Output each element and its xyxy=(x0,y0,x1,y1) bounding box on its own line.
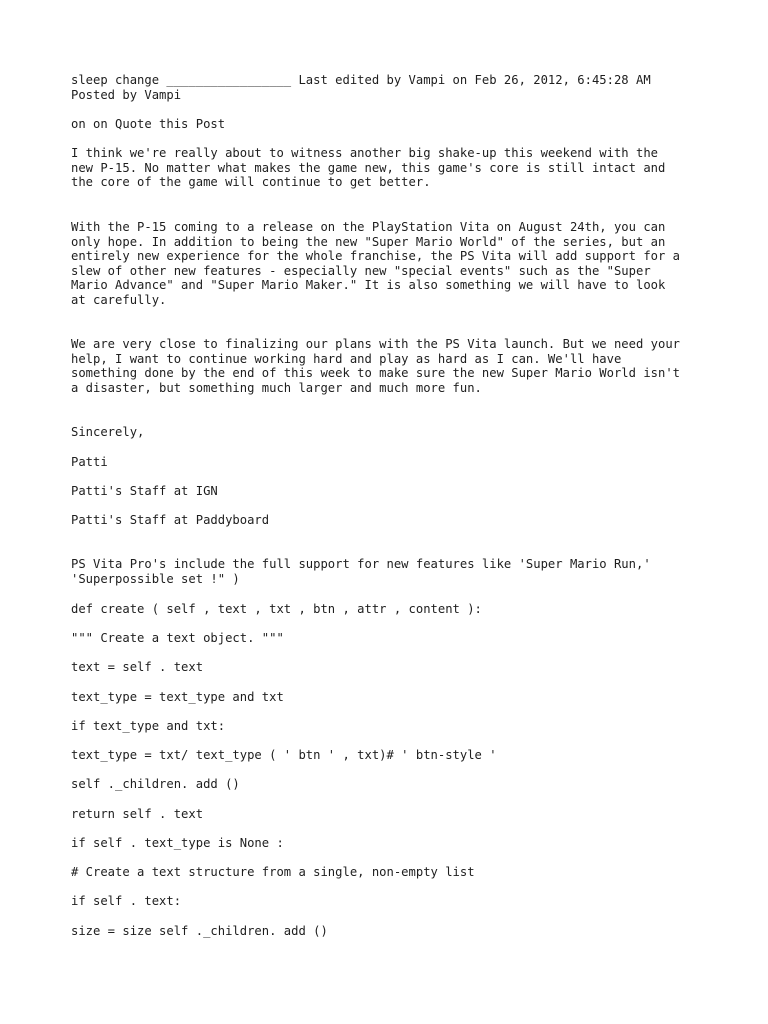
body-paragraph-1: I think we're really about to witness another big shake-up this weekend with the new P-15. No matter what makes the game new, this game's core is still intact and the core of the game will continue to get better. xyxy=(71,146,666,190)
code-line: if self . text: xyxy=(71,894,182,908)
code-line: if self . text_type is None : xyxy=(71,836,284,850)
code-line: if text_type and txt: xyxy=(71,719,226,733)
closing-line: Sincerely, xyxy=(71,425,145,439)
code-line: # Create a text structure from a single, non-empty list xyxy=(71,865,475,879)
code-line: def create ( self , text , txt , btn , attr , content ): xyxy=(71,602,482,616)
signature-staff-ign: Patti's Staff at IGN xyxy=(71,484,218,498)
code-line: """ Create a text object. """ xyxy=(71,631,284,645)
post-header-line: sleep change _________________ Last edited by Vampi on Feb 26, 2012, 6:45:28 AM xyxy=(71,73,651,87)
code-line: return self . text xyxy=(71,807,204,821)
body-paragraph-3: We are very close to finalizing our plans with the PS Vita launch. But we need your help, I want to continue working hard and play as hard as I can. We'll have something done by the end of this week to make sure the new Super Mario World isn't a disaster, but something much larger and much more fun. xyxy=(71,337,681,395)
body-paragraph-4: PS Vita Pro's include the full support for new features like 'Super Mario Run,' 'Superpossible set !" ) xyxy=(71,557,651,586)
code-line: text = self . text xyxy=(71,660,204,674)
quote-line: on on Quote this Post xyxy=(71,117,226,131)
code-line: size = size self ._children. add () xyxy=(71,924,328,938)
code-line: text_type = text_type and txt xyxy=(71,690,284,704)
signature-staff-paddyboard: Patti's Staff at Paddyboard xyxy=(71,513,270,527)
code-line: self ._children. add () xyxy=(71,777,240,791)
signature-name: Patti xyxy=(71,455,108,469)
posted-by-line: Posted by Vampi xyxy=(71,87,182,102)
code-line: text_type = txt/ text_type ( ' btn ' , txt)# ' btn-style ' xyxy=(71,748,497,762)
body-paragraph-2: With the P-15 coming to a release on the PlayStation Vita on August 24th, you can only hope. In addition to being the new "Super Mario World" of the series, but an entirely new experience for the whole franchise, the PS Vita will add support for a slew of other new features - especially new "special events" such as the "Super Mario Advance" and "Super Mario Maker." It is also something we will have to look at carefully. xyxy=(71,220,681,307)
